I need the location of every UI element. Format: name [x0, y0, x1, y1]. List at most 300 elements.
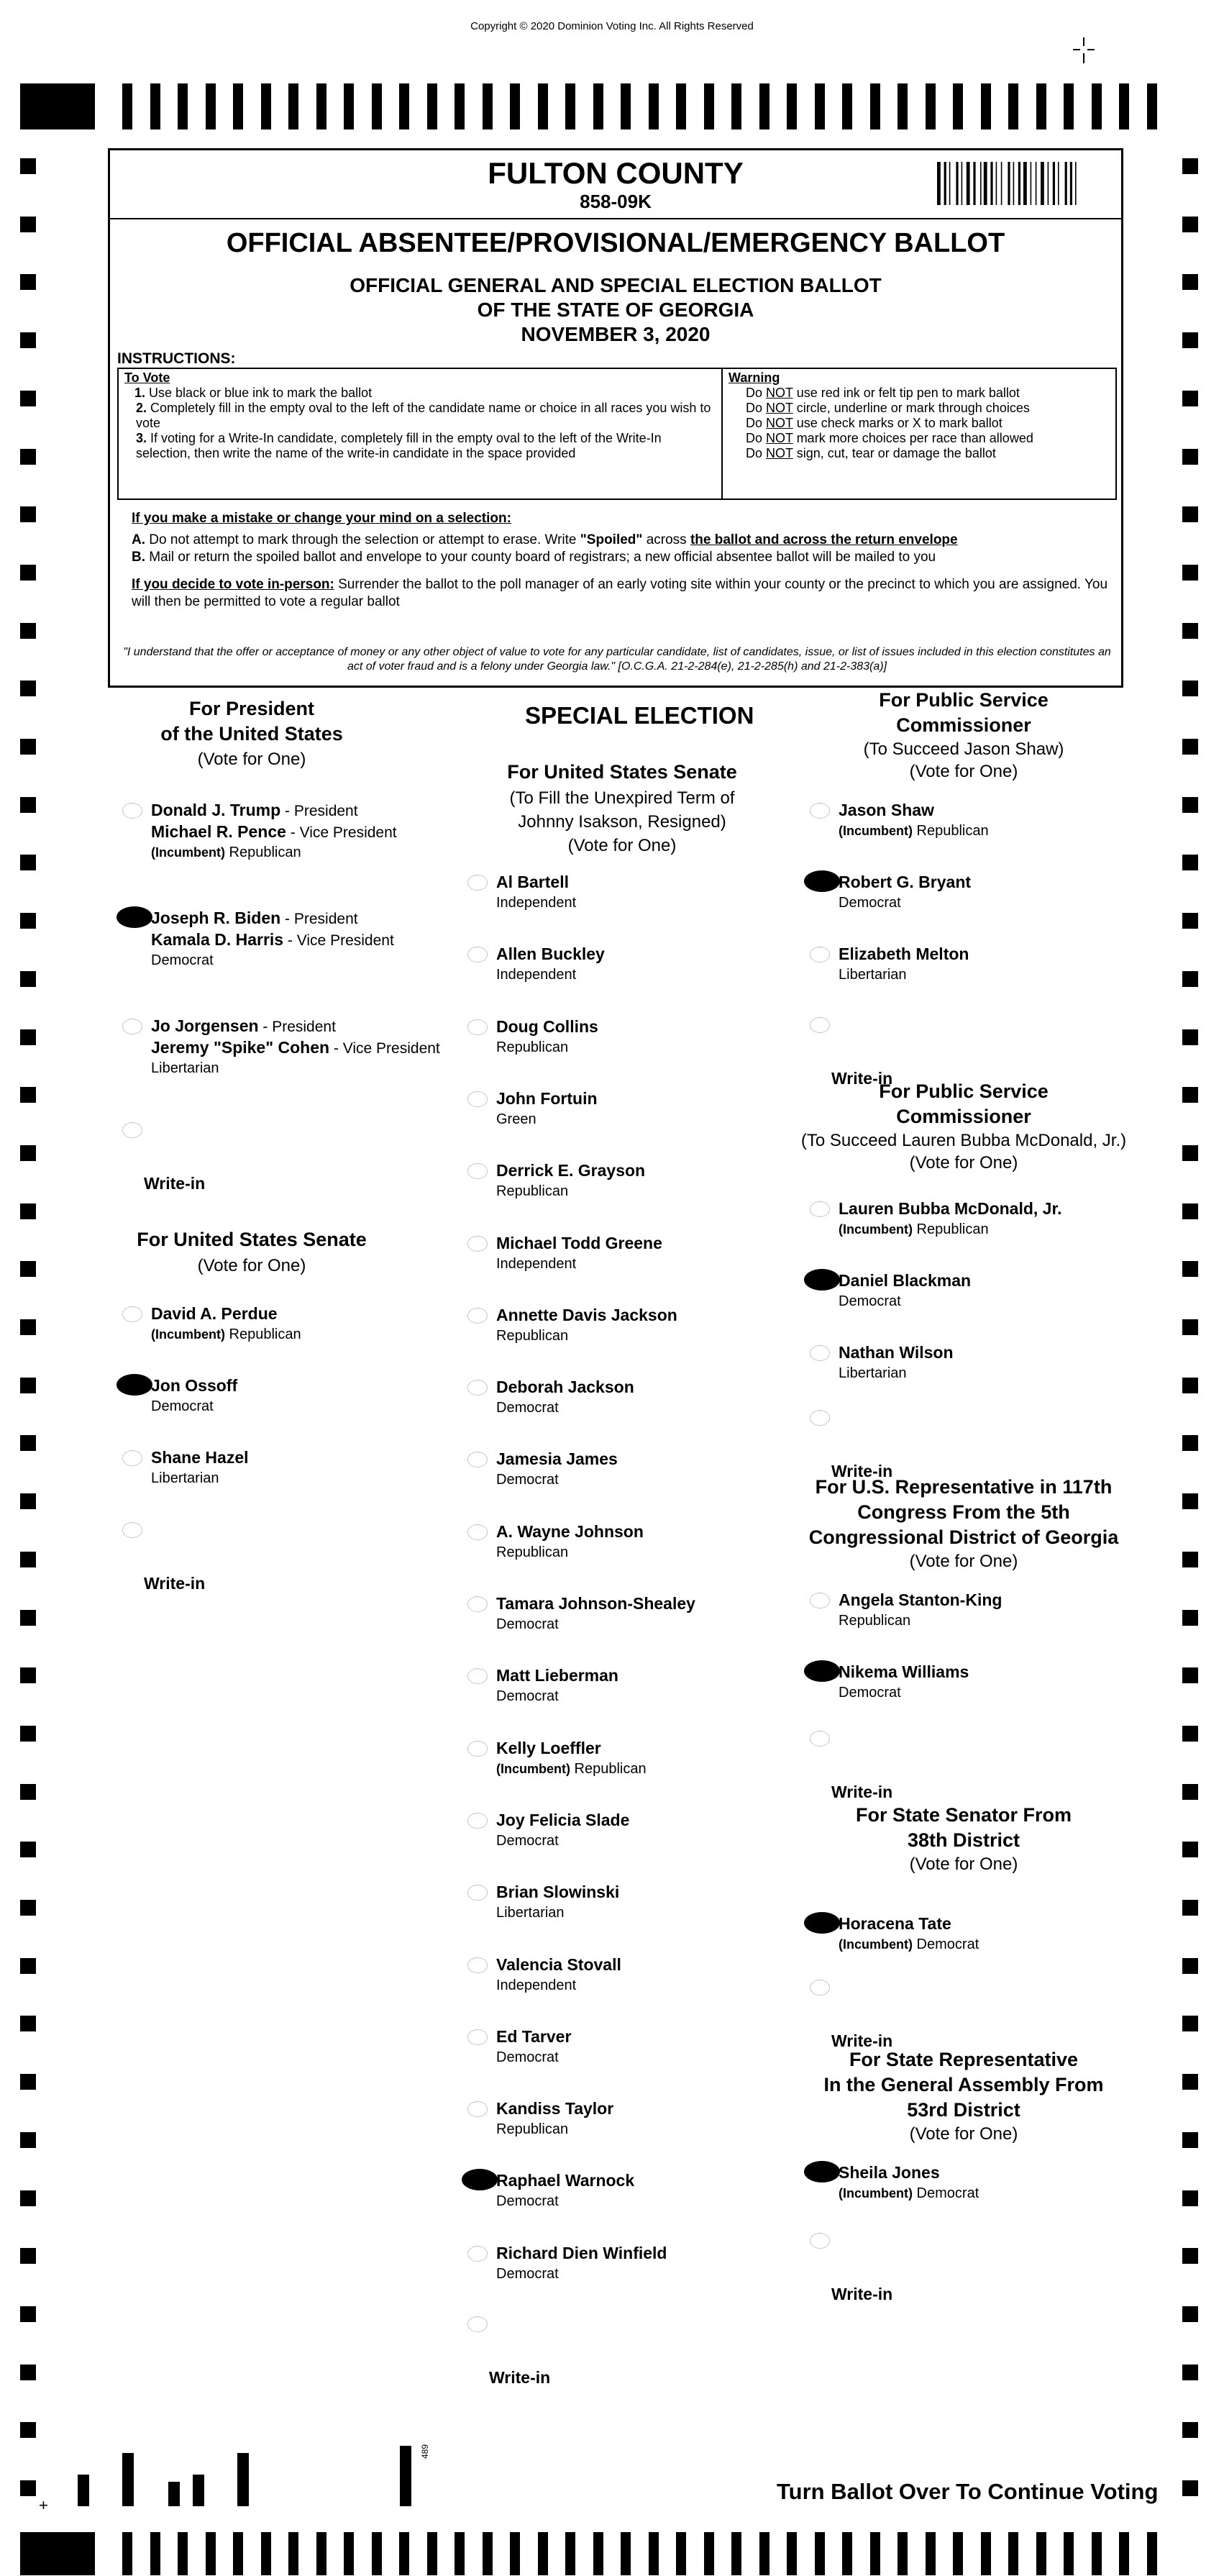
- side-timing-mark: [20, 274, 36, 290]
- race-title: For President: [188, 698, 315, 719]
- timing-mark: [288, 83, 298, 129]
- barcode-bar: [962, 162, 963, 205]
- side-timing-mark: [20, 217, 36, 232]
- special-election-heading: SPECIAL ELECTION: [525, 702, 754, 729]
- timing-mark: [953, 83, 963, 129]
- candidate-party: (Incumbent) Republican: [839, 1221, 989, 1237]
- warning-item: Do NOT use red ink or felt tip pen to mark ballot: [746, 386, 1020, 400]
- write-in-label: Write-in: [831, 1462, 893, 1480]
- side-timing-mark: [20, 2422, 36, 2438]
- timing-mark: [981, 2532, 991, 2575]
- candidate-name: Joy Felicia Slade: [496, 1810, 630, 1829]
- timing-mark: [261, 2532, 271, 2575]
- candidate-party: Independent: [496, 1255, 577, 1272]
- write-in-label: Write-in: [144, 1174, 206, 1193]
- timing-mark: [455, 2532, 465, 2575]
- barcode-bar: [1058, 162, 1059, 205]
- timing-mark: [1008, 2532, 1018, 2575]
- timing-mark: [1147, 2532, 1157, 2575]
- side-timing-mark: [1182, 1667, 1198, 1683]
- side-timing-mark: [1182, 1261, 1198, 1277]
- candidate-oval[interactable]: [467, 1380, 488, 1396]
- footer-code-mark: [168, 2482, 180, 2506]
- selected-oval[interactable]: [804, 1269, 840, 1291]
- candidate-party: (Incumbent) Republican: [839, 823, 989, 839]
- registration-plus-icon: +: [39, 2496, 48, 2514]
- candidate-oval[interactable]: [810, 1201, 830, 1217]
- barcode-bar: [1075, 162, 1077, 205]
- ballot-header-box: [108, 148, 1123, 688]
- timing-mark: [898, 83, 908, 129]
- side-timing-mark: [20, 1087, 36, 1103]
- side-timing-mark: [1182, 2480, 1198, 2496]
- timing-mark: [565, 83, 575, 129]
- candidate-oval[interactable]: [467, 2029, 488, 2045]
- candidate-party: Independent: [496, 895, 577, 911]
- side-timing-mark: [1182, 506, 1198, 522]
- candidate-oval[interactable]: [467, 1596, 488, 1612]
- candidate-name: Jamesia James: [496, 1449, 618, 1469]
- selected-oval[interactable]: [117, 1374, 152, 1396]
- candidate-oval[interactable]: [122, 1019, 142, 1034]
- mistake-item-b: B. Mail or return the spoiled ballot and envelope to your county board of registrars; a new official absentee ballot will be mailed to you: [132, 550, 936, 565]
- candidate-name: Jo Jorgensen - President: [151, 1016, 336, 1035]
- side-timing-mark: [20, 971, 36, 987]
- race-title: Congress From the 5th: [857, 1501, 1070, 1523]
- selected-oval[interactable]: [804, 2161, 840, 2183]
- timing-mark: [759, 2532, 769, 2575]
- race-subtitle: (Vote for One): [567, 836, 677, 855]
- side-timing-mark: [1182, 1087, 1198, 1103]
- timing-mark: [178, 83, 188, 129]
- copyright-notice: Copyright © 2020 Dominion Voting Inc. All Rights Reserved: [470, 20, 754, 32]
- vote-for-one: (Vote for One): [197, 750, 306, 769]
- mistake-instructions: [132, 510, 1110, 611]
- candidate-oval[interactable]: [467, 2101, 488, 2117]
- candidate-oval[interactable]: [467, 1163, 488, 1179]
- race-title: For State Representative: [849, 2049, 1079, 2070]
- timing-block: [20, 2532, 95, 2575]
- side-timing-mark: [20, 2016, 36, 2031]
- timing-mark: [759, 83, 769, 129]
- instructions-label: INSTRUCTIONS:: [117, 350, 236, 367]
- side-timing-mark: [1182, 449, 1198, 465]
- timing-mark: [676, 83, 686, 129]
- side-timing-mark: [1182, 2248, 1198, 2264]
- to-vote-item: 2. Completely fill in the empty oval to the left of the candidate name or choice in all races you wish to vote: [136, 401, 711, 430]
- candidate-party: Democrat: [496, 1472, 559, 1488]
- side-timing-mark: [20, 158, 36, 174]
- timing-mark: [483, 83, 493, 129]
- timing-mark: [1064, 2532, 1074, 2575]
- barcode-bar: [1041, 162, 1044, 205]
- footer-code-mark: [78, 2475, 89, 2506]
- side-timing-mark: [20, 1203, 36, 1219]
- timing-mark: [704, 2532, 714, 2575]
- barcode-bar: [1065, 162, 1067, 205]
- candidate-oval[interactable]: [810, 947, 830, 962]
- side-timing-mark: [20, 332, 36, 348]
- candidate-oval[interactable]: [467, 947, 488, 962]
- timing-mark: [649, 83, 659, 129]
- barcode-bar: [1053, 162, 1055, 205]
- side-timing-mark: [20, 2132, 36, 2148]
- footer-code-mark: [400, 2446, 411, 2506]
- candidate-party: Democrat: [496, 1400, 559, 1416]
- candidate-name: Michael Todd Greene: [496, 1233, 662, 1252]
- side-timing-mark: [20, 1900, 36, 1916]
- candidate-party: (Incumbent) Republican: [496, 1760, 647, 1777]
- selected-oval[interactable]: [804, 870, 840, 892]
- side-timing-mark: [1182, 2422, 1198, 2438]
- timing-mark: [344, 2532, 354, 2575]
- timing-mark: [483, 2532, 493, 2575]
- barcode-bar: [956, 162, 958, 205]
- candidate-oval[interactable]: [467, 1452, 488, 1467]
- candidate-name: Jason Shaw: [839, 801, 934, 819]
- race-title: For Public Service: [879, 1080, 1049, 1102]
- bottom-timing-marks: [0, 2532, 1224, 2575]
- race-title: of the United States: [160, 723, 343, 745]
- candidate-oval[interactable]: [467, 1885, 488, 1901]
- candidate-name: Horacena Tate: [839, 1914, 951, 1933]
- side-timing-mark: [1182, 1493, 1198, 1509]
- candidate-oval[interactable]: [122, 1306, 142, 1322]
- timing-mark: [870, 2532, 880, 2575]
- timing-mark: [1119, 83, 1129, 129]
- race-subtitle: (To Fill the Unexpired Term of: [509, 788, 735, 808]
- timing-mark: [150, 83, 160, 129]
- race-title: Commissioner: [896, 1106, 1031, 1127]
- candidate-party: Libertarian: [151, 1470, 219, 1486]
- side-timing-mark: [20, 1842, 36, 1857]
- warning-item: Do NOT circle, underline or mark through choices: [746, 401, 1030, 415]
- candidate-name: Robert G. Bryant: [839, 873, 972, 891]
- side-timing-mark: [20, 1145, 36, 1161]
- side-timing-mark: [20, 1958, 36, 1974]
- candidate-oval[interactable]: [122, 1450, 142, 1466]
- warning-item: Do NOT use check marks or X to mark ballot: [746, 416, 1003, 430]
- candidate-name: A. Wayne Johnson: [496, 1521, 644, 1541]
- mistake-heading: If you make a mistake or change your mind on a selection:: [132, 511, 511, 526]
- side-timing-mark: [1182, 391, 1198, 406]
- candidate-oval[interactable]: [810, 1345, 830, 1361]
- timing-mark: [815, 83, 825, 129]
- side-timing-mark: [1182, 2306, 1198, 2322]
- side-timing-mark: [1182, 739, 1198, 755]
- barcode-bar: [973, 162, 975, 205]
- timing-mark: [981, 83, 991, 129]
- candidate-party: Libertarian: [839, 967, 907, 983]
- timing-mark: [316, 83, 326, 129]
- candidate-name: Angela Stanton-King: [839, 1590, 1003, 1609]
- candidate-party: (Incumbent) Republican: [151, 1326, 301, 1342]
- write-in-oval[interactable]: [467, 2316, 488, 2332]
- side-timing-mark: [20, 391, 36, 406]
- timing-mark: [565, 2532, 575, 2575]
- barcode-bar: [1036, 162, 1037, 205]
- write-in-oval[interactable]: [122, 1522, 142, 1538]
- side-timing-mark: [20, 913, 36, 929]
- barcode-bar: [990, 162, 992, 205]
- side-timing-mark: [20, 1552, 36, 1567]
- side-timing-mark: [20, 2480, 36, 2496]
- candidate-oval[interactable]: [467, 1813, 488, 1829]
- instructions-table: [117, 368, 1117, 500]
- candidate-party: Republican: [496, 1039, 569, 1055]
- candidate-name: Brian Slowinski: [496, 1883, 620, 1902]
- candidate-oval[interactable]: [810, 1593, 830, 1608]
- candidate-party: Republican: [496, 1183, 569, 1200]
- candidate-name: Raphael Warnock: [496, 2171, 635, 2190]
- side-timing-mark: [1182, 1842, 1198, 1857]
- barcode-bar: [967, 162, 970, 205]
- side-timing-mark: [1182, 1900, 1198, 1916]
- candidate-party: (Incumbent) Democrat: [839, 1936, 979, 1952]
- race-title: For U.S. Representative in 117th: [815, 1476, 1113, 1498]
- county-name: FULTON COUNTY: [488, 156, 744, 190]
- side-timing-mark: [1182, 855, 1198, 870]
- candidate-oval[interactable]: [122, 803, 142, 819]
- timing-mark: [676, 2532, 686, 2575]
- candidate-name: Valencia Stovall: [496, 1954, 621, 1974]
- write-in-oval[interactable]: [810, 1731, 830, 1747]
- ballot-title: OFFICIAL ABSENTEE/PROVISIONAL/EMERGENCY BALLOT: [226, 228, 1005, 258]
- ballot-style-code: 858-09K: [580, 191, 652, 212]
- timing-mark: [593, 2532, 603, 2575]
- race-title: Commissioner: [896, 714, 1031, 736]
- candidate-party: Libertarian: [151, 1060, 219, 1076]
- candidate-name: Derrick E. Grayson: [496, 1161, 646, 1180]
- candidate-name: Nathan Wilson: [839, 1343, 954, 1362]
- candidate-party: Republican: [496, 2121, 569, 2138]
- timing-mark: [150, 2532, 160, 2575]
- timing-mark: [427, 2532, 437, 2575]
- side-timing-mark: [20, 565, 36, 581]
- candidate-party: Libertarian: [839, 1365, 907, 1381]
- write-in-oval[interactable]: [810, 1410, 830, 1426]
- timing-mark: [399, 2532, 409, 2575]
- candidate-name: Sheila Jones: [839, 2163, 940, 2182]
- selected-oval[interactable]: [804, 1660, 840, 1682]
- timing-mark: [261, 83, 271, 129]
- side-timing-mark: [20, 506, 36, 522]
- side-timing-mark: [1182, 1145, 1198, 1161]
- candidate-name: Donald J. Trump - President: [151, 801, 358, 819]
- header-divider: [110, 218, 1121, 219]
- side-timing-mark: [20, 449, 36, 465]
- candidate-oval[interactable]: [467, 1524, 488, 1540]
- side-timing-mark: [1182, 1203, 1198, 1219]
- side-timing-mark: [20, 681, 36, 696]
- side-timing-mark: [1182, 797, 1198, 813]
- candidate-name: Daniel Blackman: [839, 1271, 972, 1290]
- race-title: For Public Service: [879, 689, 1049, 711]
- top-timing-marks: [0, 83, 1224, 129]
- candidate-party: Republican: [496, 1327, 569, 1344]
- write-in-oval[interactable]: [122, 1122, 142, 1138]
- running-mate-name: Kamala D. Harris - Vice President: [151, 930, 394, 949]
- race-title: In the General Assembly From: [823, 2074, 1104, 2095]
- side-timing-mark: [20, 1261, 36, 1277]
- timing-mark: [288, 2532, 298, 2575]
- side-timing-mark: [1182, 681, 1198, 696]
- candidate-name: Joseph R. Biden - President: [151, 909, 358, 927]
- barcode-bar: [1031, 162, 1032, 205]
- timing-mark: [316, 2532, 326, 2575]
- candidate-party: Green: [496, 1111, 536, 1127]
- candidate-party: (Incumbent) Democrat: [839, 2185, 979, 2201]
- race-title: Congressional District of Georgia: [808, 1526, 1119, 1548]
- side-timing-mark: [20, 855, 36, 870]
- candidate-party: Democrat: [496, 2049, 559, 2065]
- candidate-oval[interactable]: [467, 1308, 488, 1324]
- race-subtitle: (To Succeed Lauren Bubba McDonald, Jr.): [800, 1131, 1127, 1150]
- barcode-bar: [937, 162, 941, 205]
- barcode-icon: [937, 162, 1110, 205]
- side-timing-mark: [20, 1029, 36, 1045]
- side-timing-mark: [1182, 913, 1198, 929]
- race-subtitle: (To Succeed Jason Shaw): [863, 739, 1064, 759]
- timing-mark: [372, 2532, 382, 2575]
- timing-mark: [842, 83, 852, 129]
- write-in-oval[interactable]: [810, 1017, 830, 1033]
- side-timing-mark: [1182, 623, 1198, 639]
- candidate-name: Tamara Johnson-Shealey: [496, 1594, 695, 1613]
- election-date: NOVEMBER 3, 2020: [521, 323, 711, 345]
- timing-mark: [372, 83, 382, 129]
- timing-mark: [787, 2532, 797, 2575]
- candidate-oval[interactable]: [810, 803, 830, 819]
- turn-over-notice: Turn Ballot Over To Continue Voting: [777, 2479, 1159, 2504]
- timing-mark: [1036, 2532, 1046, 2575]
- barcode-bar: [1048, 162, 1049, 205]
- selected-oval[interactable]: [117, 906, 152, 928]
- candidate-party: Democrat: [496, 1832, 559, 1849]
- candidate-party: Democrat: [839, 1293, 901, 1309]
- timing-mark: [1092, 83, 1102, 129]
- registration-crosshair-icon: [1072, 36, 1096, 65]
- candidate-party: Democrat: [839, 1685, 901, 1701]
- side-timing-mark: [1182, 1784, 1198, 1800]
- timing-block: [20, 83, 95, 129]
- timing-mark: [510, 83, 520, 129]
- timing-mark: [593, 83, 603, 129]
- warning-instructions: [723, 369, 1127, 463]
- write-in-label: Write-in: [831, 2031, 893, 2050]
- candidate-party: Democrat: [496, 1688, 559, 1705]
- candidate-oval[interactable]: [467, 1741, 488, 1757]
- timing-mark: [1119, 2532, 1129, 2575]
- side-timing-mark: [20, 1493, 36, 1509]
- side-timing-mark: [1182, 1319, 1198, 1335]
- race-title: For United States Senate: [137, 1229, 367, 1250]
- race-subtitle: (Vote for One): [909, 1552, 1018, 1571]
- race-title: 53rd District: [907, 2099, 1020, 2121]
- footer-code-mark: [237, 2453, 249, 2506]
- timing-mark: [538, 2532, 548, 2575]
- candidate-party: Democrat: [496, 1616, 559, 1632]
- candidate-oval[interactable]: [467, 1668, 488, 1684]
- to-vote-instructions: [119, 369, 723, 499]
- to-vote-heading: To Vote: [124, 370, 170, 385]
- barcode-bar: [996, 162, 997, 205]
- side-timing-mark: [1182, 274, 1198, 290]
- timing-mark: [1147, 83, 1157, 129]
- candidate-oval[interactable]: [467, 1091, 488, 1107]
- write-in-label: Write-in: [831, 1069, 893, 1088]
- candidate-oval[interactable]: [467, 875, 488, 891]
- side-timing-mark: [1182, 158, 1198, 174]
- selected-oval[interactable]: [462, 2169, 498, 2190]
- election-title-line-2: OF THE STATE OF GEORGIA: [477, 299, 754, 321]
- timing-mark: [649, 2532, 659, 2575]
- candidate-name: John Fortuin: [496, 1088, 598, 1108]
- candidate-oval[interactable]: [467, 1236, 488, 1252]
- candidate-oval[interactable]: [467, 2246, 488, 2262]
- candidate-party: Libertarian: [496, 1905, 565, 1921]
- candidate-party: Democrat: [839, 895, 901, 911]
- side-timing-mark: [1182, 971, 1198, 987]
- side-timing-mark: [1182, 1552, 1198, 1567]
- to-vote-item: 1. Use black or blue ink to mark the ballot: [134, 386, 373, 400]
- side-timing-mark: [1182, 1726, 1198, 1742]
- side-timing-mark: [1182, 332, 1198, 348]
- timing-mark: [787, 83, 797, 129]
- candidate-name: David A. Perdue: [151, 1304, 278, 1323]
- timing-mark: [206, 2532, 216, 2575]
- side-timing-mark: [1182, 1029, 1198, 1045]
- timing-mark: [926, 83, 936, 129]
- barcode-bar: [1070, 162, 1072, 205]
- side-timing-mark: [1182, 2365, 1198, 2380]
- selected-oval[interactable]: [804, 1912, 840, 1934]
- side-timing-mark: [1182, 2190, 1198, 2206]
- side-timing-mark: [20, 739, 36, 755]
- write-in-label: Write-in: [831, 1783, 893, 1801]
- write-in-label: Write-in: [489, 2368, 551, 2387]
- candidate-party: Democrat: [151, 952, 214, 968]
- footer-code-mark: [193, 2475, 204, 2506]
- candidate-oval[interactable]: [467, 1019, 488, 1035]
- timing-mark: [538, 83, 548, 129]
- side-timing-mark: [20, 1435, 36, 1451]
- timing-mark: [870, 83, 880, 129]
- timing-mark: [953, 2532, 963, 2575]
- running-mate-name: Michael R. Pence - Vice President: [151, 822, 397, 841]
- warning-item: Do NOT mark more choices per race than allowed: [746, 431, 1033, 445]
- timing-mark: [1064, 83, 1074, 129]
- side-timing-mark: [1182, 1610, 1198, 1626]
- side-timing-mark: [20, 2248, 36, 2264]
- candidate-party: Republican: [839, 1613, 911, 1629]
- in-person-instructions: If you decide to vote in-person: Surrender the ballot to the poll manager of an early voting site within your county or the precinct to which you are assigned. You will then be permitted to vote a regular ballot: [132, 577, 1108, 609]
- timing-mark: [621, 2532, 631, 2575]
- vote-for-one: (Vote for One): [197, 1256, 306, 1275]
- timing-mark: [731, 2532, 741, 2575]
- side-timing-mark: [20, 1319, 36, 1335]
- write-in-oval[interactable]: [810, 1980, 830, 1995]
- write-in-label: Write-in: [831, 2285, 893, 2303]
- write-in-oval[interactable]: [810, 2233, 830, 2249]
- timing-mark: [510, 2532, 520, 2575]
- candidate-party: (Incumbent) Republican: [151, 845, 301, 860]
- timing-mark: [122, 2532, 132, 2575]
- race-subtitle: (Vote for One): [909, 2124, 1018, 2144]
- warning-heading: Warning: [729, 370, 780, 385]
- candidate-oval[interactable]: [467, 1957, 488, 1973]
- side-timing-mark: [1182, 1958, 1198, 1974]
